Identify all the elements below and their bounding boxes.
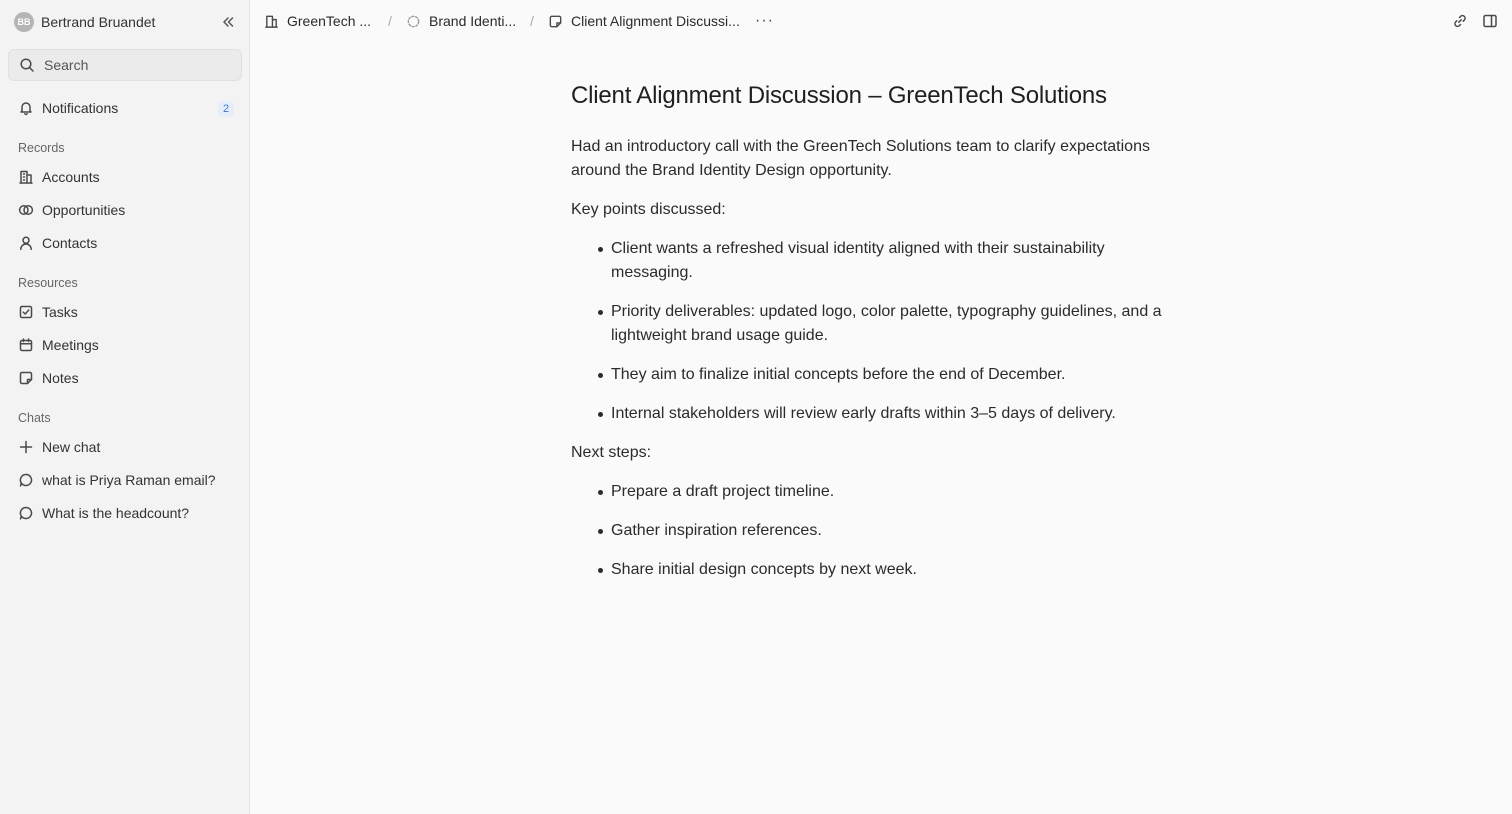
breadcrumb-label: Brand Identi... [429,13,517,29]
note-document[interactable] [571,80,1171,582]
notification-count-badge: 2 [218,101,234,117]
building-icon [264,14,279,29]
toggle-side-panel-icon[interactable] [1482,13,1498,29]
opportunities-icon [18,202,34,218]
sidebar-item-notes[interactable] [8,364,242,392]
section-label-resources: Resources [18,276,78,290]
plus-icon [18,439,34,455]
collapse-sidebar-icon[interactable] [220,14,236,30]
list-item[interactable]: Share initial design concepts by next week. [571,558,1171,582]
sidebar [0,0,250,814]
search-icon [19,57,35,73]
chat-item[interactable] [8,466,242,494]
sidebar-item-notifications[interactable] [8,94,242,122]
section-label-records: Records [18,141,65,155]
sidebar-item-meetings[interactable] [8,331,242,359]
sidebar-item-label: Accounts [42,169,100,185]
search-placeholder: Search [44,57,89,73]
breadcrumb-label: Client Alignment Discussi... [571,13,740,29]
sidebar-item-label: New chat [42,439,101,455]
dashed-circle-icon [406,14,421,29]
sidebar-item-contacts[interactable] [8,229,242,257]
list-item[interactable]: They aim to finalize initial concepts before the end of December. [571,363,1171,387]
list-item[interactable]: Internal stakeholders will review early drafts within 3–5 days of delivery. [571,402,1171,426]
breadcrumb-separator: / [530,13,534,29]
calendar-icon [18,337,34,353]
next-steps-list [571,480,1171,582]
breadcrumb-separator: / [388,13,392,29]
chat-item[interactable] [8,499,242,527]
sidebar-item-label: What is the headcount? [42,505,190,521]
chat-bubble-icon [18,505,34,521]
copy-link-icon[interactable] [1452,13,1468,29]
list-item[interactable]: Priority deliverables: updated logo, color palette, typography guidelines, and a lightweight brand usage guide. [571,300,1171,348]
sidebar-item-tasks[interactable] [8,298,242,326]
key-points-list [571,237,1171,426]
note-icon [18,370,34,386]
sidebar-item-label: Meetings [42,337,99,353]
more-options-button[interactable]: ··· [755,12,774,29]
sidebar-item-label: Contacts [42,235,98,251]
page-title[interactable]: Client Alignment Discussion – GreenTech Solutions [571,82,1107,109]
breadcrumb-label: GreenTech ... [287,13,372,29]
search-input[interactable] [8,49,242,81]
sidebar-item-label: Tasks [42,304,78,320]
sidebar-item-label: what is Priya Raman email? [42,472,216,488]
sidebar-item-accounts[interactable] [8,163,242,191]
breadcrumb-account[interactable] [264,13,371,29]
building-icon [18,169,34,185]
list-item[interactable]: Prepare a draft project timeline. [571,480,1171,504]
sidebar-item-label: Opportunities [42,202,126,218]
new-chat-button[interactable] [8,433,242,461]
breadcrumb-opportunity[interactable] [406,13,516,29]
section-label-chats: Chats [18,411,51,425]
list-item[interactable]: Gather inspiration references. [571,519,1171,543]
checkbox-icon [18,304,34,320]
sidebar-item-label: Notes [42,370,79,386]
key-points-heading[interactable]: Key points discussed: [571,201,726,218]
next-steps-heading[interactable]: Next steps: [571,444,652,461]
bell-icon [18,100,34,116]
sidebar-item-label: Notifications [42,100,119,116]
list-item[interactable]: Client wants a refreshed visual identity aligned with their sustainability messaging. [571,237,1171,285]
breadcrumb-note[interactable] [548,13,740,29]
avatar[interactable]: BB [14,12,34,32]
intro-paragraph[interactable]: Had an introductory call with the GreenTech Solutions team to clarify expectations around the Brand Identity Design opportunity. [571,138,1150,179]
user-name[interactable]: Bertrand Bruandet [41,14,156,30]
user-icon [18,235,34,251]
workspace-header[interactable] [14,11,240,33]
sidebar-item-opportunities[interactable] [8,196,242,224]
chat-bubble-icon [18,472,34,488]
top-bar [251,0,1512,44]
note-icon [548,14,563,29]
